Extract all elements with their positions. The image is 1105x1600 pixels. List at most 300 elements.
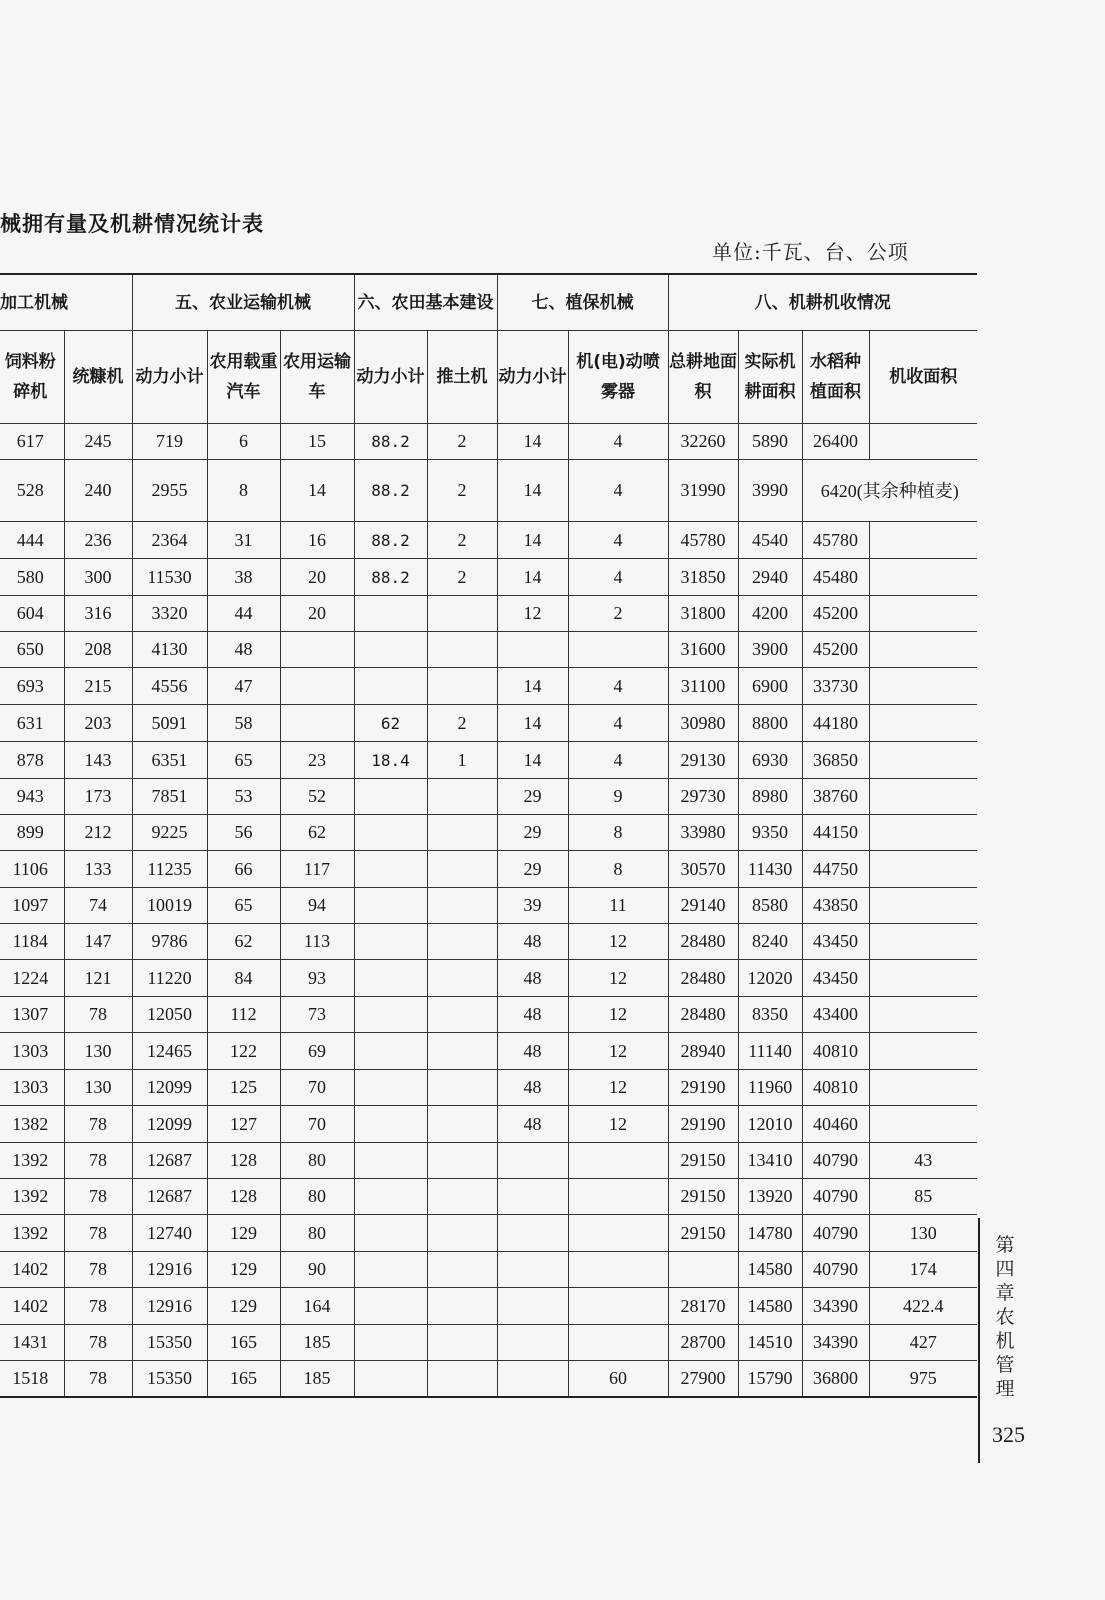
unit-note: 单位:千瓦、台、公项 [712,240,909,264]
table-cell [354,851,427,888]
table-row [0,1361,977,1397]
table-cell [427,1325,497,1361]
table-cell: 4 [568,522,668,559]
table-cell: 78 [64,1215,132,1252]
table-cell [427,960,497,997]
column-header: 机(电)动喷雾器 [568,331,668,424]
table-cell: 12099 [132,1106,207,1143]
table-cell: 9225 [132,815,207,851]
table-cell [568,632,668,668]
table-cell: 60 [568,1361,668,1397]
table-cell: 48 [497,1070,568,1106]
table-cell: 31 [207,522,280,559]
table-row [0,815,977,851]
table-cell [497,1252,568,1288]
table-cell: 2955 [132,460,207,522]
table-cell: 14580 [738,1288,802,1325]
chapter-label: 第四章 农机管理 [995,1234,1015,1400]
table-cell: 88.2 [354,424,427,460]
table-cell: 44180 [802,705,869,742]
table-cell: 13920 [738,1179,802,1215]
table-cell: 80 [280,1179,354,1215]
table-cell: 422.4 [869,1288,977,1325]
table-cell: 650 [0,632,64,668]
table-cell: 1518 [0,1361,64,1397]
table-row [0,1070,977,1106]
table-cell: 3900 [738,632,802,668]
table-cell: 4130 [132,632,207,668]
table-cell: 40790 [802,1143,869,1179]
table-cell: 80 [280,1215,354,1252]
table-cell: 4540 [738,522,802,559]
table-cell: 12010 [738,1106,802,1143]
column-header: 动力小计 [497,331,568,424]
table-cell: 236 [64,522,132,559]
table-cell: 29150 [668,1179,738,1215]
table-cell: 62 [354,705,427,742]
table-cell [354,596,427,632]
table-cell: 14510 [738,1325,802,1361]
table-cell: 73 [280,997,354,1033]
table-cell: 1402 [0,1252,64,1288]
table-cell [497,1143,568,1179]
table-cell: 44750 [802,851,869,888]
group-header-tillage-harvest: 八、机耕机收情况 [668,274,977,331]
table-cell: 32260 [668,424,738,460]
table-cell: 3990 [738,460,802,522]
table-cell: 45780 [802,522,869,559]
table-row [0,460,977,522]
table-cell: 40790 [802,1215,869,1252]
table-cell: 74 [64,888,132,924]
table-cell: 48 [497,960,568,997]
table-cell [869,851,977,888]
table-cell [354,1070,427,1106]
table-cell: 39 [497,888,568,924]
table-cell: 12916 [132,1288,207,1325]
header-row-columns [0,331,977,424]
table-row [0,1106,977,1143]
table-cell [354,1143,427,1179]
table-cell [354,997,427,1033]
table-cell: 31600 [668,632,738,668]
table-cell: 975 [869,1361,977,1397]
table-cell: 58 [207,705,280,742]
table-cell [869,742,977,779]
table-cell: 580 [0,559,64,596]
table-cell: 112 [207,997,280,1033]
table-cell: 36850 [802,742,869,779]
table-cell: 13410 [738,1143,802,1179]
table-cell: 129 [207,1215,280,1252]
table-cell: 11140 [738,1033,802,1070]
table-cell: 11235 [132,851,207,888]
table-cell: 29150 [668,1215,738,1252]
table-cell: 47 [207,668,280,705]
table-cell: 5890 [738,424,802,460]
table-cell [427,596,497,632]
table-cell: 29130 [668,742,738,779]
table-cell: 31100 [668,668,738,705]
table-cell: 48 [497,1033,568,1070]
table-cell [869,960,977,997]
group-header-plant-protection: 七、植保机械 [497,274,668,331]
table-cell [354,779,427,815]
table-cell [869,668,977,705]
table-cell: 9 [568,779,668,815]
table-cell: 28480 [668,960,738,997]
table-cell: 34390 [802,1288,869,1325]
table-row [0,1033,977,1070]
table-cell: 12099 [132,1070,207,1106]
group-header-farmland: 六、农田基本建设 [354,274,497,331]
table-cell: 11960 [738,1070,802,1106]
column-header: 总耕地面积 [668,331,738,424]
table-cell: 2 [427,705,497,742]
table-cell: 48 [497,997,568,1033]
table-cell [427,1179,497,1215]
table-cell: 34390 [802,1325,869,1361]
table-cell: 1303 [0,1033,64,1070]
table-row [0,559,977,596]
table-cell: 40790 [802,1179,869,1215]
table-title: 械拥有量及机耕情况统计表 [0,212,264,236]
table-cell [427,1252,497,1288]
table-cell [354,632,427,668]
column-header: 动力小计 [132,331,207,424]
table-cell: 62 [207,924,280,960]
table-cell: 78 [64,997,132,1033]
table-cell [869,888,977,924]
table-cell: 29 [497,851,568,888]
table-cell: 48 [207,632,280,668]
table-cell: 18.4 [354,742,427,779]
table-cell: 78 [64,1325,132,1361]
table-cell: 78 [64,1106,132,1143]
table-row [0,1252,977,1288]
table-cell: 1184 [0,924,64,960]
table-cell: 117 [280,851,354,888]
table-row [0,1179,977,1215]
table-cell [354,1252,427,1288]
table-cell: 85 [869,1179,977,1215]
table-cell: 14 [497,424,568,460]
table-cell: 29730 [668,779,738,815]
table-cell [869,815,977,851]
table-cell: 6 [207,424,280,460]
table-cell: 84 [207,960,280,997]
table-cell [869,924,977,960]
table-cell [354,1033,427,1070]
table-cell [427,924,497,960]
table-cell: 4 [568,424,668,460]
table-cell: 56 [207,815,280,851]
table-cell: 2 [568,596,668,632]
table-cell: 617 [0,424,64,460]
table-cell: 4 [568,460,668,522]
table-row [0,1325,977,1361]
table-cell: 127 [207,1106,280,1143]
table-cell [568,1179,668,1215]
table-cell: 30570 [668,851,738,888]
table-cell: 9350 [738,815,802,851]
table-cell: 2 [427,522,497,559]
table-cell [427,815,497,851]
table-cell [869,424,977,460]
table-cell: 78 [64,1252,132,1288]
table-cell [568,1143,668,1179]
table-cell: 125 [207,1070,280,1106]
table-cell: 121 [64,960,132,997]
table-cell: 33980 [668,815,738,851]
table-cell: 165 [207,1325,280,1361]
table-cell [568,1325,668,1361]
table-cell: 12916 [132,1252,207,1288]
table-cell: 33730 [802,668,869,705]
table-cell: 40790 [802,1252,869,1288]
table-cell: 6351 [132,742,207,779]
table-cell: 12 [568,1070,668,1106]
table-cell [497,1361,568,1397]
table-cell [497,1325,568,1361]
table-cell: 300 [64,559,132,596]
table-cell: 38 [207,559,280,596]
table-cell [427,1033,497,1070]
table-cell: 28940 [668,1033,738,1070]
table-cell: 174 [869,1252,977,1288]
table-cell: 528 [0,460,64,522]
table-row [0,1215,977,1252]
table-cell: 899 [0,815,64,851]
table-row [0,742,977,779]
table-cell: 11530 [132,559,207,596]
table-row [0,1143,977,1179]
table-cell: 20 [280,559,354,596]
table-cell [354,1325,427,1361]
table-row [0,632,977,668]
table-cell: 80 [280,1143,354,1179]
table-cell: 78 [64,1288,132,1325]
table-cell: 16 [280,522,354,559]
column-header: 水稻种植面积 [802,331,869,424]
table-cell: 203 [64,705,132,742]
table-cell: 128 [207,1179,280,1215]
table-cell [427,1288,497,1325]
table-cell: 1303 [0,1070,64,1106]
table-cell [354,1361,427,1397]
table-row [0,851,977,888]
table-cell: 14 [497,522,568,559]
table-cell [869,632,977,668]
table-cell: 1097 [0,888,64,924]
table-cell: 8350 [738,997,802,1033]
table-cell: 185 [280,1325,354,1361]
table-cell: 215 [64,668,132,705]
table-cell: 12687 [132,1179,207,1215]
table-cell: 43400 [802,997,869,1033]
table-row [0,960,977,997]
table-row [0,668,977,705]
table-cell: 28480 [668,924,738,960]
table-cell: 69 [280,1033,354,1070]
table-cell [427,1143,497,1179]
table-cell: 14 [497,668,568,705]
table-cell [497,1215,568,1252]
table-cell: 12687 [132,1143,207,1179]
table-cell: 26400 [802,424,869,460]
table-cell: 12465 [132,1033,207,1070]
table-cell: 316 [64,596,132,632]
table-cell: 1224 [0,960,64,997]
table-cell: 44150 [802,815,869,851]
table-cell: 208 [64,632,132,668]
table-cell: 240 [64,460,132,522]
table-cell: 2 [427,424,497,460]
table-cell: 2 [427,460,497,522]
table-cell: 45200 [802,632,869,668]
table-row [0,705,977,742]
table-body [0,424,977,1397]
table-cell: 6930 [738,742,802,779]
table-cell: 31850 [668,559,738,596]
table-cell: 128 [207,1143,280,1179]
table-cell [280,705,354,742]
table-cell: 15790 [738,1361,802,1397]
table-cell [427,1361,497,1397]
table-cell: 9786 [132,924,207,960]
table-cell: 29140 [668,888,738,924]
table-cell: 43450 [802,960,869,997]
table-cell: 8 [568,851,668,888]
column-header: 饲料粉碎机 [0,331,64,424]
table-cell: 14580 [738,1252,802,1288]
table-cell: 130 [64,1033,132,1070]
column-header: 推土机 [427,331,497,424]
table-cell: 88.2 [354,460,427,522]
table-cell: 12 [568,997,668,1033]
table-cell [427,851,497,888]
table-cell: 6420(其余种植麦) [802,460,977,522]
table-cell: 48 [497,924,568,960]
table-cell: 10019 [132,888,207,924]
table-cell: 70 [280,1106,354,1143]
table-cell [354,815,427,851]
table-cell: 8240 [738,924,802,960]
table-cell: 78 [64,1143,132,1179]
table-cell: 88.2 [354,522,427,559]
table-cell: 129 [207,1252,280,1288]
table-cell [354,1106,427,1143]
table-cell: 23 [280,742,354,779]
column-header: 实际机耕面积 [738,331,802,424]
table-cell: 14 [497,559,568,596]
table-row [0,596,977,632]
table-cell: 45200 [802,596,869,632]
table-cell: 4 [568,742,668,779]
table-cell: 1392 [0,1179,64,1215]
table-cell: 12 [568,960,668,997]
table-cell: 28700 [668,1325,738,1361]
table-cell: 66 [207,851,280,888]
table-cell: 8 [568,815,668,851]
table-cell: 2364 [132,522,207,559]
table-cell [354,888,427,924]
table-cell [427,888,497,924]
table-cell: 427 [869,1325,977,1361]
table-cell [354,668,427,705]
table-cell [869,705,977,742]
table-row [0,779,977,815]
group-header-transport: 五、农业运输机械 [132,274,354,331]
group-header-processing: 加工机械 [0,274,132,331]
table-cell: 6900 [738,668,802,705]
table-cell: 36800 [802,1361,869,1397]
table-cell: 38760 [802,779,869,815]
statistics-table [0,273,977,1398]
table-cell: 40460 [802,1106,869,1143]
table-cell: 29 [497,815,568,851]
column-header: 农用运输车 [280,331,354,424]
table-cell: 43 [869,1143,977,1179]
table-cell: 1402 [0,1288,64,1325]
table-cell [427,1106,497,1143]
header-row-groups [0,274,977,331]
table-row [0,997,977,1033]
table-cell: 12 [568,1106,668,1143]
table-cell [427,668,497,705]
table-cell: 11 [568,888,668,924]
table-cell: 14 [497,705,568,742]
table-cell: 29150 [668,1143,738,1179]
column-header: 统糠机 [64,331,132,424]
table-cell: 15350 [132,1361,207,1397]
table-cell [568,1288,668,1325]
table-cell: 44 [207,596,280,632]
table-cell: 444 [0,522,64,559]
table-cell: 53 [207,779,280,815]
table-cell: 12740 [132,1215,207,1252]
table-cell: 4 [568,705,668,742]
table-cell: 29190 [668,1106,738,1143]
table-cell: 28480 [668,997,738,1033]
table-cell: 20 [280,596,354,632]
table-cell: 11430 [738,851,802,888]
table-cell [354,1288,427,1325]
table-cell [869,779,977,815]
table-cell: 70 [280,1070,354,1106]
table-cell: 31990 [668,460,738,522]
table-cell: 173 [64,779,132,815]
table-cell: 28170 [668,1288,738,1325]
table-cell [427,1215,497,1252]
table-cell [280,632,354,668]
table-cell: 27900 [668,1361,738,1397]
table-cell: 40810 [802,1033,869,1070]
table-cell: 130 [869,1215,977,1252]
table-cell: 14 [280,460,354,522]
table-cell: 12050 [132,997,207,1033]
table-cell: 3320 [132,596,207,632]
table-cell [427,1070,497,1106]
table-cell: 4556 [132,668,207,705]
table-cell: 52 [280,779,354,815]
table-cell: 12 [568,1033,668,1070]
table-cell: 88.2 [354,559,427,596]
table-cell [869,522,977,559]
table-cell: 12 [497,596,568,632]
table-cell: 30980 [668,705,738,742]
table-cell: 2940 [738,559,802,596]
